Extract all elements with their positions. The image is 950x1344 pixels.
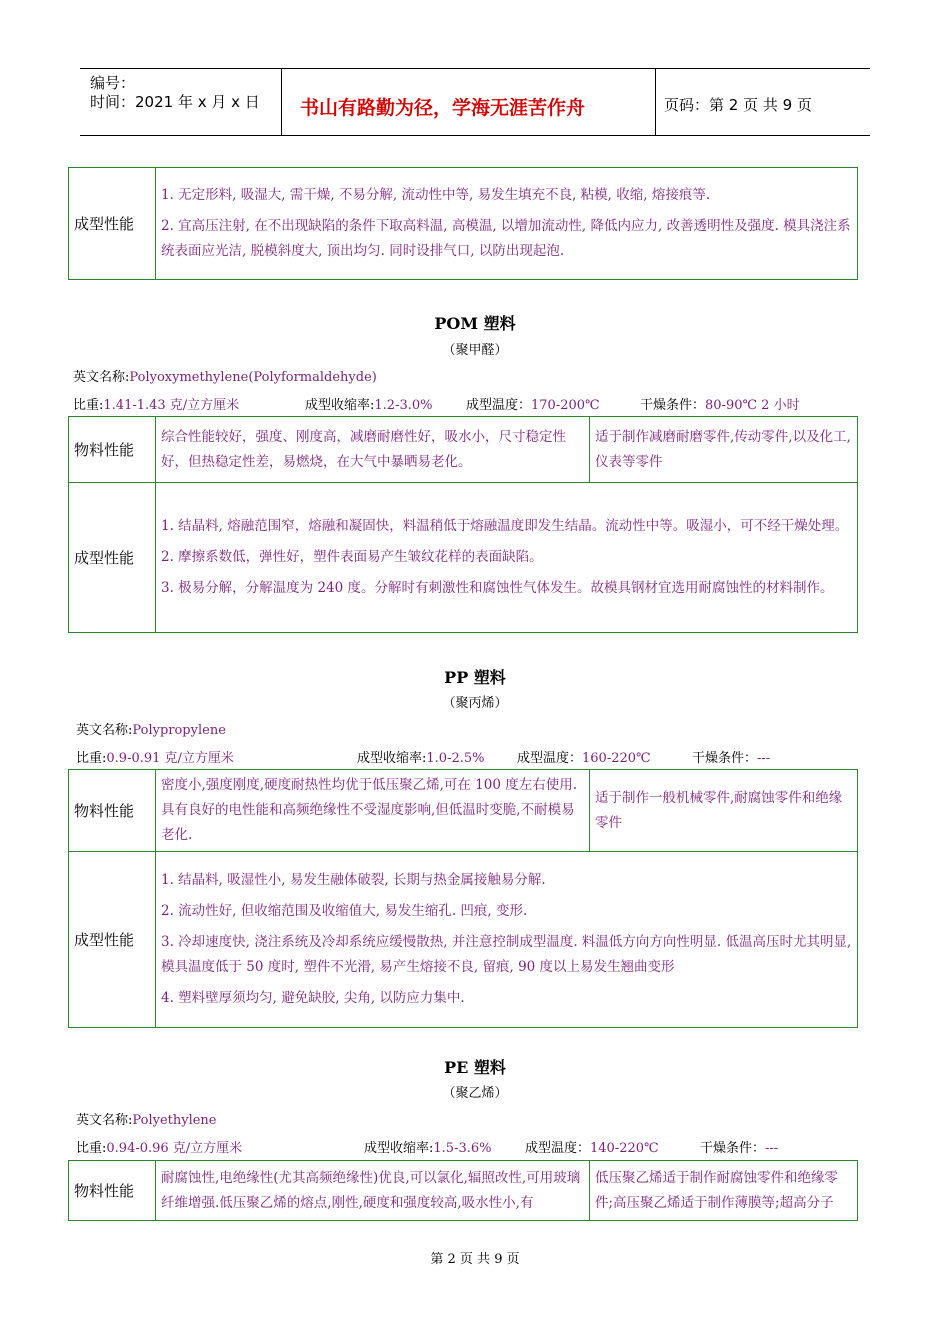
pom-drying <box>640 394 800 413</box>
pom-title: POM 塑料 <box>434 314 516 333</box>
pom-temperature <box>466 394 600 413</box>
header-bottom-rule <box>80 135 870 136</box>
dry-value: --- <box>757 751 771 766</box>
pp-shrinkage <box>357 747 484 766</box>
molding-content <box>156 483 858 633</box>
molding-item: 1. 无定形料, 吸湿大, 需干燥, 不易分解, 流动性中等, 易发生填充不良, 粘模, 收缩, 熔接痕等. <box>161 187 711 203</box>
dry-value: 80-90℃ 2 小时 <box>705 398 800 413</box>
molding-item: 1. 结晶料, 熔融范围窄，熔融和凝固快，料温稍低于熔融温度即发生结晶。流动性中等。吸湿小，可不经干燥处理。 <box>161 518 849 534</box>
dry-label: 干燥条件： <box>640 398 706 413</box>
temp-value: 140-220℃ <box>590 1141 659 1156</box>
applications: 适于制作一般机械零件,耐腐蚀零件和绝缘零件 <box>590 770 858 852</box>
english-label: 英文名称: <box>76 1113 133 1128</box>
temp-label: 成型温度： <box>517 751 583 766</box>
dry-value: --- <box>765 1141 779 1156</box>
pom-spec-table <box>68 416 858 633</box>
page-footer: 第 2 页 共 9 页 <box>430 1252 520 1267</box>
molding-content <box>156 852 858 1028</box>
pe-density <box>76 1137 242 1156</box>
pe-subtitle: （聚乙烯） <box>442 1086 508 1101</box>
molding-content <box>156 168 858 280</box>
continued-spec-table <box>68 167 858 280</box>
pp-temperature <box>517 747 651 766</box>
shrink-value: 1.2-3.0% <box>374 398 433 413</box>
temp-value: 160-220℃ <box>582 751 651 766</box>
material-label: 物料性能 <box>69 770 156 852</box>
density-label: 比重: <box>73 398 104 413</box>
molding-item: 2. 宜高压注射, 在不出现缺陷的条件下取高料温, 高模温, 以增加流动性, 降低内应力, 改善透明性及强度. 模具浇注系统表面应光洁, 脱模斜度大, 顶出均匀. 同时设排气口, 以防出现起泡. <box>161 218 851 259</box>
pom-shrinkage <box>305 394 432 413</box>
header-motto: 书山有路勤为径，学海无涯苦作舟 <box>300 97 586 119</box>
temp-label: 成型温度： <box>466 398 532 413</box>
applications: 适于制作减磨耐磨零件,传动零件,以及化工,仪表等零件 <box>590 417 858 483</box>
pp-title: PP 塑料 <box>444 668 506 687</box>
pe-english-name <box>76 1109 217 1128</box>
pp-spec-table <box>68 769 858 1028</box>
temp-value: 170-200℃ <box>531 398 600 413</box>
english-label: 英文名称: <box>73 370 130 385</box>
header-divider <box>281 68 282 135</box>
molding-label: 成型性能 <box>69 483 156 633</box>
header-divider <box>655 68 656 135</box>
pe-spec-table <box>68 1160 858 1221</box>
pe-drying <box>700 1137 778 1156</box>
molding-item: 2. 流动性好, 但收缩范围及收缩值大, 易发生缩孔. 凹痕, 变形. <box>161 903 528 919</box>
pp-drying <box>692 747 770 766</box>
temp-label: 成型温度： <box>525 1141 591 1156</box>
material-label: 物料性能 <box>69 417 156 483</box>
header-time: 时间：2021 年 x 月 x 日 <box>90 93 260 111</box>
applications: 低压聚乙烯适于制作耐腐蚀零件和绝缘零件;高压聚乙烯适于制作薄膜等;超高分子 <box>590 1161 858 1221</box>
material-properties: 耐腐蚀性,电绝缘性(尤其高频绝缘性)优良,可以氯化,辐照改性,可用玻璃纤维增强.低压聚乙烯的熔点,刚性,硬度和强度较高,吸水性小,有 <box>156 1161 590 1221</box>
material-properties: 综合性能较好，强度、刚度高，减磨耐磨性好，吸水小，尺寸稳定性好，但热稳定性差，易燃烧，在大气中暴晒易老化。 <box>156 417 590 483</box>
header-number: 编号： <box>90 74 136 92</box>
molding-label: 成型性能 <box>69 168 156 280</box>
shrink-label: 成型收缩率: <box>357 751 427 766</box>
pe-shrinkage <box>364 1137 491 1156</box>
density-label: 比重: <box>76 751 107 766</box>
pom-density <box>73 394 239 413</box>
pe-title: PE 塑料 <box>444 1058 506 1077</box>
material-properties: 密度小,强度刚度,硬度耐热性均优于低压聚乙烯,可在 100 度左右使用.具有良好的电性能和高频绝缘性不受湿度影响,但低温时变脆,不耐模易老化. <box>156 770 590 852</box>
molding-item: 1. 结晶料, 吸湿性小, 易发生融体破裂, 长期与热金属接触易分解. <box>161 872 546 888</box>
molding-item: 3. 极易分解，分解温度为 240 度。分解时有刺激性和腐蚀性气体发生。故模具钢材宜选用耐腐蚀性的材料制作。 <box>161 580 834 596</box>
pp-subtitle: （聚丙烯） <box>442 696 508 711</box>
dry-label: 干燥条件： <box>700 1141 766 1156</box>
english-label: 英文名称: <box>76 723 133 738</box>
density-label: 比重: <box>76 1141 107 1156</box>
english-value: Polyethylene <box>132 1113 217 1128</box>
shrink-label: 成型收缩率: <box>364 1141 434 1156</box>
molding-item: 3. 冷却速度快, 浇注系统及冷却系统应缓慢散热, 并注意控制成型温度. 料温低方向方向性明显. 低温高压时尤其明显, 模具温度低于 50 度时, 塑件不光滑, 易产生熔接不良, 留痕, 90 度以上易发生翘曲变形 <box>161 934 852 975</box>
shrink-value: 1.0-2.5% <box>426 751 485 766</box>
english-value: Polyoxymethylene(Polyformaldehyde) <box>129 370 377 385</box>
shrink-label: 成型收缩率: <box>305 398 375 413</box>
pp-english-name <box>76 719 226 738</box>
dry-label: 干燥条件： <box>692 751 758 766</box>
density-value: 0.94-0.96 克/立方厘米 <box>106 1141 243 1156</box>
header-page-number: 页码：第 2 页 共 9 页 <box>664 96 812 114</box>
pe-temperature <box>525 1137 659 1156</box>
material-label: 物料性能 <box>69 1161 156 1221</box>
english-value: Polypropylene <box>132 723 226 738</box>
molding-item: 4. 塑料壁厚须均匀, 避免缺胶, 尖角, 以防应力集中. <box>161 990 465 1006</box>
pom-english-name <box>73 366 377 385</box>
density-value: 0.9-0.91 克/立方厘米 <box>106 751 234 766</box>
molding-label: 成型性能 <box>69 852 156 1028</box>
molding-item: 2. 摩擦系数低，弹性好，塑件表面易产生皱纹花样的表面缺陷。 <box>161 549 543 565</box>
pp-density <box>76 747 234 766</box>
shrink-value: 1.5-3.6% <box>433 1141 492 1156</box>
header-top-rule <box>80 68 870 69</box>
density-value: 1.41-1.43 克/立方厘米 <box>103 398 240 413</box>
pom-subtitle: （聚甲醛） <box>442 343 508 358</box>
